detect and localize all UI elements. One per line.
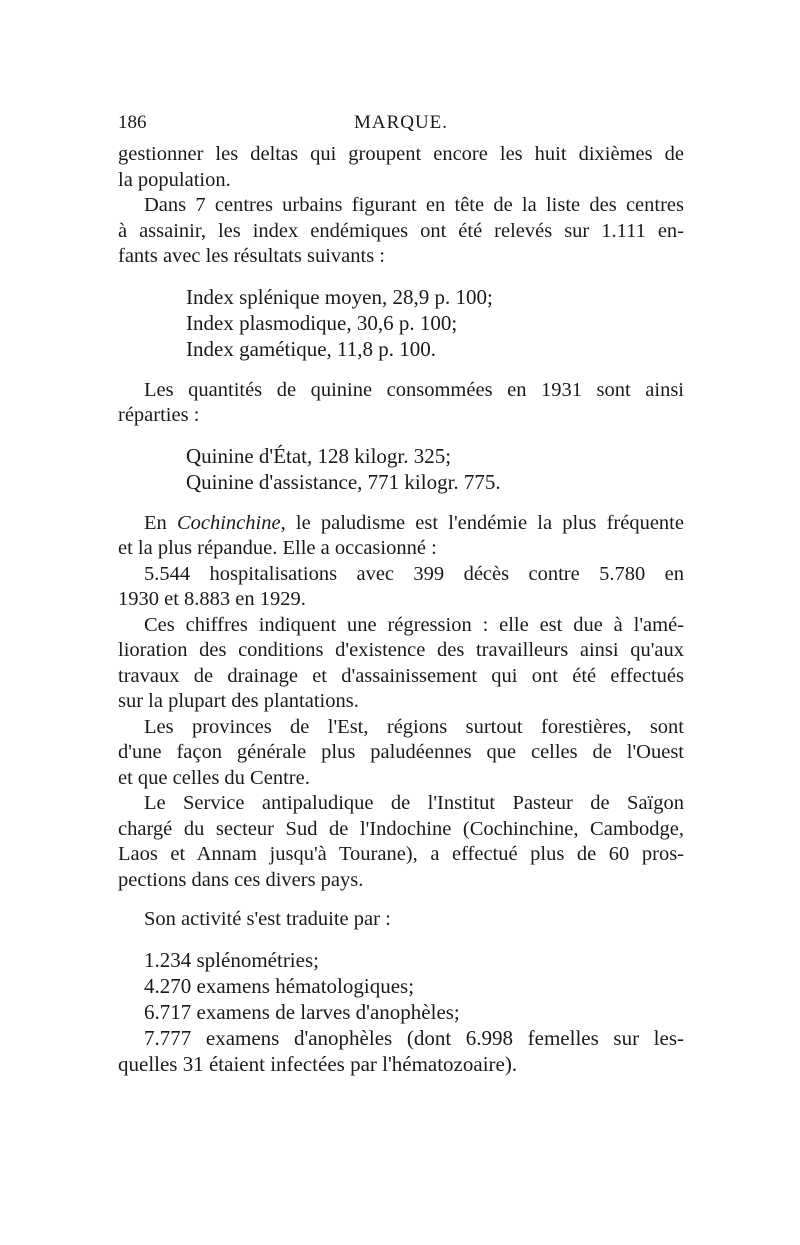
paragraph-7 <box>118 715 684 792</box>
body-text <box>118 142 684 1077</box>
text-line: gestionner les deltas qui groupent encore les huit dixièmes de <box>118 143 684 165</box>
paragraph-1 <box>118 142 684 193</box>
text-line: Son activité s'est traduite par : <box>144 908 391 930</box>
paragraph-8 <box>118 791 684 893</box>
paragraph-2 <box>118 193 684 270</box>
text-line: lioration des conditions d'existence des travailleurs ainsi qu'aux <box>118 639 684 661</box>
list-item: Index gamétique, 11,8 p. 100. <box>186 336 437 361</box>
list-item-continuation: quelles 31 étaient infectées par l'hématozoaire). <box>118 1051 518 1076</box>
list-item: 6.717 examens de larves d'anophèles; <box>144 999 460 1024</box>
text-line: Laos et Annam jusqu'à Tourane), a effectué plus de 60 pros- <box>118 843 684 865</box>
activity-list <box>118 947 684 1077</box>
index-list <box>186 284 684 362</box>
text-line: fants avec les résultats suivants : <box>118 245 386 267</box>
text-fragment: En <box>144 511 177 534</box>
text-line: réparties : <box>118 404 200 426</box>
text-line: pections dans ces divers pays. <box>118 868 364 891</box>
text-line: la population. <box>118 168 231 191</box>
text-line: Ces chiffres indiquent une régression : elle est due à l'amé- <box>144 613 684 636</box>
document-page <box>118 112 684 1077</box>
text-line: Dans 7 centres urbains figurant en tête de la liste des centres <box>144 194 684 216</box>
paragraph-9 <box>118 907 684 933</box>
text-line: et la plus répandue. Elle a occasionné : <box>118 537 437 559</box>
list-item: 1.234 splénométries; <box>144 947 319 972</box>
list-item: Index splénique moyen, 28,9 p. 100; <box>186 284 493 309</box>
page-number: 186 <box>118 112 147 133</box>
text-line: 5.544 hospitalisations avec 399 décès contre 5.780 en <box>144 562 684 585</box>
paragraph-3 <box>118 378 684 429</box>
paragraph-4 <box>118 511 684 562</box>
text-line: travaux de drainage et d'assainissement qui ont été effectués <box>118 664 684 687</box>
quinine-list <box>186 443 684 495</box>
page-header <box>118 112 684 142</box>
text-line: sur la plupart des plantations. <box>118 690 359 712</box>
text-line <box>118 511 684 537</box>
text-line: chargé du secteur Sud de l'Indochine (Cochinchine, Cambodge, <box>118 817 684 840</box>
list-item: 4.270 examens hématologiques; <box>144 973 415 998</box>
text-fragment: le paludisme est l'endémie la plus fréquente <box>285 511 684 534</box>
list-item: 7.777 examens d'anophèles (dont 6.998 femelles sur les- <box>144 1025 684 1050</box>
text-line: Les quantités de quinine consommées en 1931 sont ainsi <box>144 378 684 401</box>
text-line: Le Service antipaludique de l'Institut Pasteur de Saïgon <box>144 792 684 814</box>
running-title: MARQUE. <box>353 112 449 133</box>
paragraph-5 <box>118 562 684 613</box>
text-line: à assainir, les index endémiques ont été relevés sur 1.111 en- <box>118 219 684 242</box>
list-item: Quinine d'État, 128 kilogr. 325; <box>186 443 452 468</box>
paragraph-6 <box>118 613 684 715</box>
emphasized-term: Cochinchine, <box>176 511 286 534</box>
list-item: Quinine d'assistance, 771 kilogr. 775. <box>186 469 501 494</box>
text-line: 1930 et 8.883 en 1929. <box>118 588 306 610</box>
list-item: Index plasmodique, 30,6 p. 100; <box>186 310 458 335</box>
text-line: et que celles du Centre. <box>118 766 310 789</box>
text-line: Les provinces de l'Est, régions surtout forestières, sont <box>144 715 684 738</box>
text-line: d'une façon générale plus paludéennes que celles de l'Ouest <box>118 741 684 763</box>
